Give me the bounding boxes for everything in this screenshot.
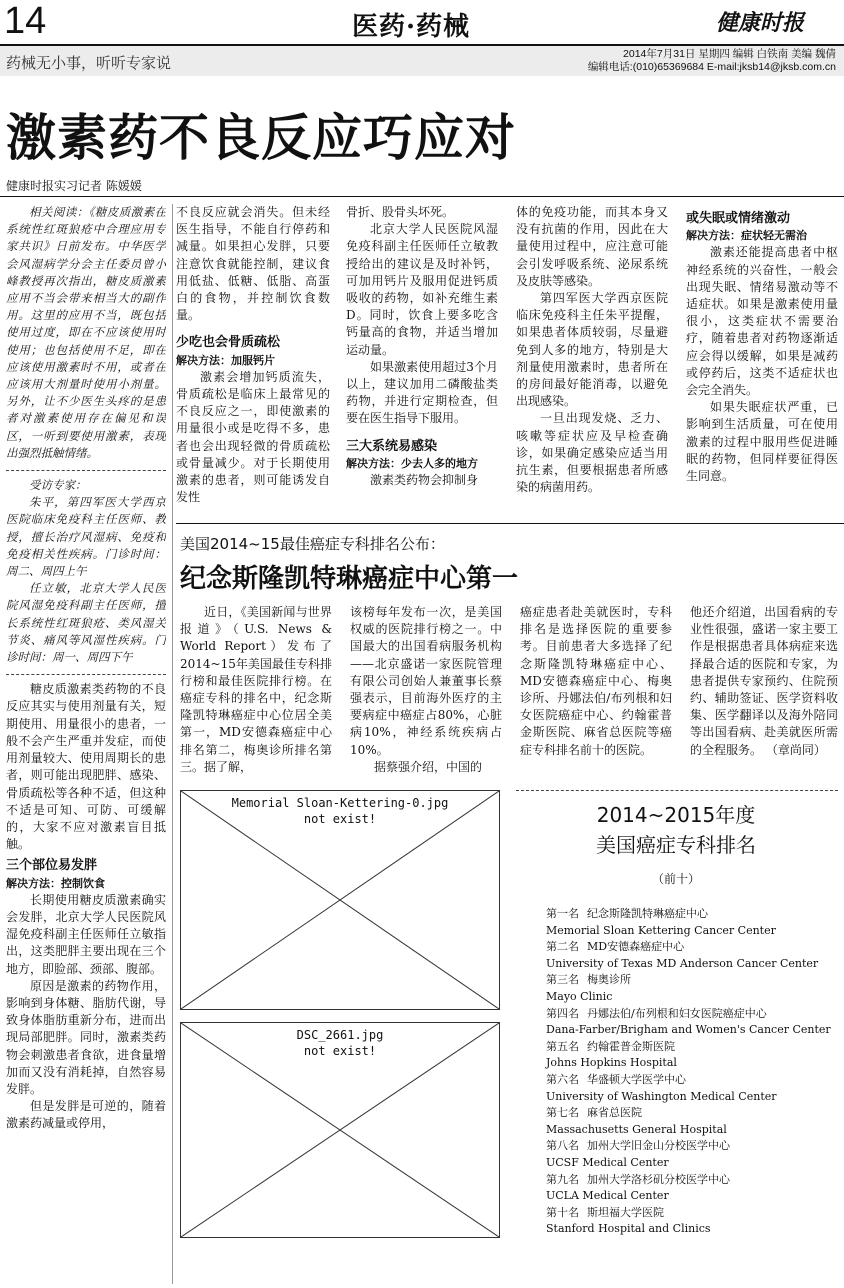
ranking-name-en: University of Texas MD Anderson Cancer Center (546, 956, 819, 970)
ranking-list (546, 906, 836, 1238)
logo-text: 健康时报 (716, 10, 805, 36)
ranking-item-cn (546, 906, 836, 923)
missing-image-placeholder (180, 790, 500, 1010)
solution-insomnia: 解决方法：症状轻无需治 (686, 229, 807, 243)
paragraph: 但是发胖是可逆的，随着激素药减量或停用， (6, 1099, 166, 1131)
paragraph: 长期使用糖皮质激素确实会发胖，北京大学人民医院风湿免疫科副主任医师任立敏指出，这类肥胖主要出现在三个地方，即脸部、颈部、腹部。 (6, 892, 166, 976)
ranking-position: 第六名 (546, 1072, 579, 1086)
ranking-item-cn (546, 939, 836, 956)
ranking-name-cn: 梅奥诊所 (587, 973, 631, 987)
article2-column-4 (690, 604, 838, 774)
ranking-position: 第八名 (546, 1139, 579, 1153)
subheading-infection: 三大系统易感染 (346, 438, 438, 454)
ranking-item-cn (546, 1105, 836, 1122)
expert-ren-limin: 任立敏，北京大学人民医院风湿免疫科副主任医师，擅长系统性红斑狼疮、类风湿关节炎、痛风等风湿性疾病。门诊时间：周一、周四下午 (6, 581, 166, 665)
ranking-name-en: Dana-Farber/Brigham and Women's Cancer Center (546, 1023, 831, 1037)
experts-label: 受访专家： (29, 478, 87, 493)
placeholder-caption: DSC_2661.jpg not exist! (296, 1028, 384, 1058)
subheading-osteoporosis: 少吃也会骨质疏松 (176, 335, 281, 351)
ranking-divider (516, 790, 838, 791)
newspaper-logo (716, 6, 838, 36)
article-column-1 (6, 204, 166, 1284)
placeholder-caption: Memorial Sloan-Kettering-0.jpg not exist! (231, 796, 449, 826)
issue-meta (588, 48, 836, 74)
ranking-position: 第十名 (546, 1205, 579, 1219)
ranking-name-en: Massachusetts General Hospital (546, 1122, 727, 1136)
ranking-position: 第一名 (546, 907, 579, 920)
ranking-name-en: Stanford Hospital and Clinics (546, 1222, 711, 1236)
ranking-name-cn: 约翰霍普金斯医院 (587, 1039, 675, 1053)
ranking-name-cn: 华盛顿大学医学中心 (587, 1072, 686, 1086)
ranking-position: 第九名 (546, 1172, 579, 1186)
article2-subhead: 美国2014~15最佳癌症专科排名公布： (180, 535, 445, 553)
ranking-name-en: Mayo Clinic (546, 989, 613, 1003)
tagline: 药械无小事，听听专家说 (6, 54, 172, 72)
ranking-item-cn (546, 1172, 836, 1189)
column-divider (172, 204, 173, 1284)
section-title: 医药·药械 (352, 12, 471, 42)
ranking-position: 第七名 (546, 1106, 579, 1120)
paragraph: 如果失眠症状严重，已影响到生活质量，可在使用激素的过程中服用些促进睡眠的药物，但同样要征得医生同意。 (686, 400, 838, 484)
paragraph: 体的免疫功能，而其本身又没有抗菌的作用，因此在大量使用过程中，应注意可能会引发呼吸系统、泌尿系统及皮肤等感染。 (516, 205, 668, 288)
ranking-position: 第三名 (546, 973, 579, 987)
paragraph: 他还介绍道，出国看病的专业性很强，盛诺一家主要工作是根据患者具体病症来选择最合适的医院和专家，为患者提供专家预约、住院预约、辅助签证、医学资料收集、医学翻译以及海外陪同等出国看病、赴美就医所需的全程服务。 (690, 605, 838, 757)
ranking-item-cn (546, 1039, 836, 1056)
article2-column-1 (180, 604, 332, 774)
ranking-item-cn (546, 1072, 836, 1089)
ranking-name-en: Memorial Sloan Kettering Cancer Center (546, 923, 776, 937)
ranking-name-cn: 纪念斯隆凯特琳癌症中心 (587, 907, 708, 920)
paragraph: 北京大学人民医院风湿免疫科副主任医师任立敏教授给出的建议是及时补钙，可加用钙片及服用促进钙质吸收的药物，如补充维生素D。同时，饮食上要多吃含钙量高的食物，并适当增加运动量。 (346, 222, 498, 357)
ranking-item-cn (546, 1006, 836, 1023)
subheading-weight-gain: 三个部位易发胖 (6, 858, 98, 874)
paragraph: 骨折、股骨头坏死。 (346, 205, 455, 219)
paragraph: 据蔡强介绍，中国的 (374, 759, 483, 774)
divider (6, 674, 166, 675)
article2-column-3 (520, 604, 672, 774)
ranking-name-cn: 丹娜法伯/布列根和妇女医院癌症中心 (587, 1006, 767, 1020)
ranking-subtitle: （前十） (651, 872, 700, 886)
page-number: 14 (4, 0, 47, 42)
contact-line: 编辑电话:(010)65369684 E-mail:jksb14@jksb.com.cn (587, 61, 836, 73)
article-headline: 激素药不良反应巧应对 (6, 108, 516, 167)
paragraph: 不良反应就会消失。但未经医生指导，不能自行停药和减量。如果担心发胖，只要注意饮食就能控制，建议食用低盐、低糖、低脂、高蛋白的食物，并控制饮食数量。 (176, 205, 330, 323)
article2-column-2 (350, 604, 502, 774)
paragraph: 癌症患者赴美就医时，专科排名是选择医院的重要参考。目前患者大多选择了纪念斯隆凯特琳癌症中心、MD安德森癌症中心、梅奥诊所、丹娜法伯/布列根和妇女医院癌症中心、约翰霍普金斯医院、麻省总医院等癌症专科排名前十的医院。 (520, 605, 672, 757)
expert-zhu-ping: 朱平，第四军医大学西京医院临床免疫科主任医师、教授，擅长治疗风湿病、免疫和免疫相关性疾病。门诊时间：周二、周四上午 (6, 495, 166, 579)
ranking-item-cn (546, 972, 836, 989)
ranking-position: 第四名 (546, 1006, 579, 1020)
ranking-name-en: University of Washington Medical Center (546, 1089, 777, 1103)
divider (6, 470, 166, 471)
solution-infection: 解决方法：少去人多的地方 (346, 456, 478, 470)
paragraph: 近日，《美国新闻与世界报道》（U.S. News & World Report）发布了2014~15年美国最佳专科排行榜和最佳医院排行榜。在癌症专科的排名中，纪念斯隆凯特琳癌症中心位居全美第一，MD安德森癌症中心排名第二，梅奥诊所排名第三。据了解， (180, 605, 332, 774)
ranking-item-cn (546, 1138, 836, 1155)
article2-author: （章尚同） (765, 742, 826, 757)
paragraph: 激素会增加钙质流失，骨质疏松是临床上最常见的不良反应之一，即使激素的用量很小或是吃得不多，患者也会出现轻微的骨质疏松或骨量减少。对于长期使用激素的患者，则可能诱发自发性 (176, 369, 330, 504)
paragraph: 第四军医大学西京医院临床免疫科主任朱平提醒，如果患者体质较弱，尽量避免到人多的地方，特别是大剂量使用激素时，患者所在的房间最好能消毒，以避免出现感染。 (516, 291, 668, 409)
ranking-item-cn (546, 1205, 836, 1222)
ranking-title (520, 800, 832, 860)
ranking-name-cn: 加州大学旧金山分校医学中心 (587, 1139, 730, 1153)
date-line: 2014年7月31日 星期四 编辑 白铁南 美编 魏倩 (623, 48, 836, 60)
article-intro: 糖皮质激素类药物的不良反应其实与使用剂量有关，短期使用、用量很小的患者，一般不会产生严重并发症，而使用剂量较大、使用周期长的患者，则可能出现肥胖、感染、骨质疏松等各种不适，但这种不适是可知、可防、可缓解的，大家不应对激素盲目抵触。 (6, 682, 166, 852)
article2-headline: 纪念斯隆凯特琳癌症中心第一 (180, 564, 519, 594)
article-column-5 (686, 210, 838, 506)
ranking-position: 第二名 (546, 940, 579, 954)
ranking-position: 第五名 (546, 1039, 579, 1053)
paragraph: 原因是激素的药物作用，影响到身体糖、脂肪代谢，导致身体脂肪重新分布，进而出现局部肥胖。同时，激素类药物会刺激患者食欲，进食量增加而又没有消耗掉，自然容易发胖。 (6, 978, 166, 1096)
ranking-title-line-1: 2014~2015年度 (596, 803, 756, 827)
ranking-title-line-2: 美国癌症专科排名 (596, 833, 756, 857)
paragraph: 激素还能提高患者中枢神经系统的兴奋性，一般会出现失眠、情绪易激动等不适症状。如果是激素使用量很小，这类症状不需要治疗，随着患者对药物逐渐适应会得以缓解，如果是减药或停药后，这类不适症状也会完全消失。 (686, 245, 838, 398)
ranking-name-cn: MD安德森癌症中心 (587, 940, 685, 954)
ranking-name-en: UCLA Medical Center (546, 1189, 669, 1203)
ranking-name-cn: 斯坦福大学医院 (587, 1205, 664, 1219)
paragraph: 激素类药物会抑制身 (370, 473, 479, 488)
ranking-name-cn: 加州大学洛杉矶分校医学中心 (587, 1172, 730, 1186)
solution-osteoporosis: 解决方法：加服钙片 (176, 353, 275, 367)
headline-rule (0, 196, 844, 197)
ranking-name-cn: 麻省总医院 (587, 1106, 642, 1120)
missing-image-placeholder (180, 1022, 500, 1238)
ranking-name-en: Johns Hopkins Hospital (546, 1056, 677, 1070)
paragraph: 一旦出现发烧、乏力、咳嗽等症状应及早检查确诊，如果确定感染应适当用抗生素，但要根据患者所感染的病菌用药。 (516, 411, 668, 495)
paragraph: 如果激素使用超过3个月以上，建议加用二磷酸盐类药物，并进行定期检查，但要在医生指导下服用。 (346, 359, 498, 426)
section-rule (176, 523, 844, 524)
article-column-3 (346, 204, 498, 504)
byline: 健康时报实习记者 陈媛媛 (6, 179, 142, 193)
article-column-4 (516, 204, 668, 504)
related-reading: 相关阅读：《糖皮质激素在系统性红斑狼疮中合理应用专家共识》日前发布。中华医学会风湿病学分会主任委员曾小峰教授再次指出，糖皮质激素应用不当会带来相当大的副作用。这里的应用不当，既包括使用过度，即在不应该使用时使用；也包括使用不足，即在应该使用激素时不用，或者在应该用大剂量时使用小剂量。另外，让不少医生头疼的是患者对激素使用存在偏见和误区，一听到要使用激素，表现出强烈抵触情绪。 (6, 205, 166, 460)
header-rule (0, 44, 844, 46)
solution-weight-gain: 解决方法：控制饮食 (6, 876, 105, 890)
paragraph: 该榜每年发布一次，是美国权威的医院排行榜之一。中国最大的出国看病服务机构——北京盛诺一家医院管理有限公司创始人兼董事长蔡强表示，目前海外医疗的主要病症中癌症占80%，心脏病10%，神经系统疾病占10%。 (350, 605, 502, 757)
ranking-name-en: UCSF Medical Center (546, 1155, 669, 1169)
article-column-2 (176, 204, 330, 504)
subheading-insomnia: 或失眠或情绪激动 (686, 211, 791, 226)
